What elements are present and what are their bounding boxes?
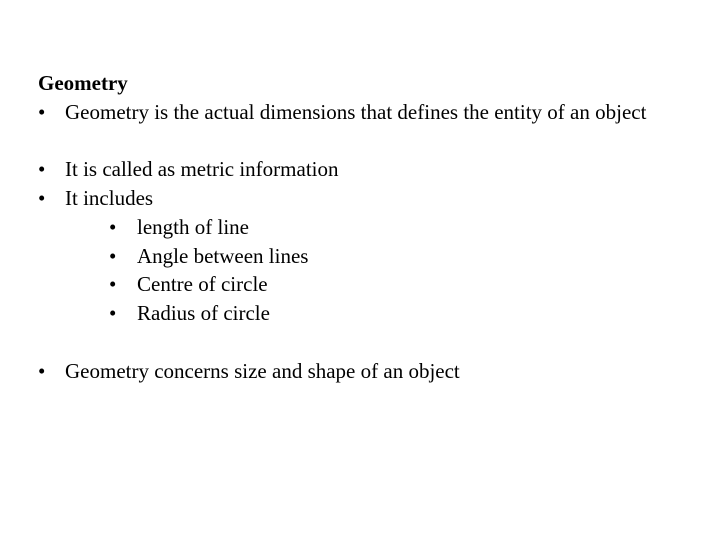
bullet-text: It is called as metric information — [65, 157, 339, 181]
sub-bullet-angle — [109, 242, 669, 271]
sub-bullet-text: Radius of circle — [137, 301, 270, 325]
sub-bullet-text: Angle between lines — [137, 244, 309, 268]
sub-bullet-text: length of line — [137, 215, 249, 239]
bullet-item-concerns — [38, 357, 690, 386]
bullet-text: It includes — [65, 186, 154, 210]
bullet-icon: • — [38, 157, 46, 181]
sub-bullet-centre — [109, 270, 669, 299]
sub-bullet-text: Centre of circle — [137, 272, 268, 296]
bullet-item-metric — [38, 155, 690, 184]
bullet-icon: • — [109, 244, 117, 268]
bullet-icon: • — [109, 272, 117, 296]
slide-title: Geometry — [38, 71, 128, 95]
bullet-icon: • — [38, 186, 46, 210]
bullet-icon: • — [109, 215, 117, 239]
bullet-text: Geometry is the actual dimensions that defines the entity of an object — [65, 100, 647, 124]
bullet-icon: • — [38, 100, 46, 124]
bullet-icon: • — [109, 301, 117, 325]
sub-bullet-radius — [109, 299, 669, 328]
bullet-item-includes — [38, 184, 690, 213]
bullet-text: Geometry concerns size and shape of an object — [65, 359, 460, 383]
bullet-item-definition — [38, 98, 690, 127]
bullet-icon: • — [38, 359, 46, 383]
sub-bullet-length — [109, 213, 669, 242]
